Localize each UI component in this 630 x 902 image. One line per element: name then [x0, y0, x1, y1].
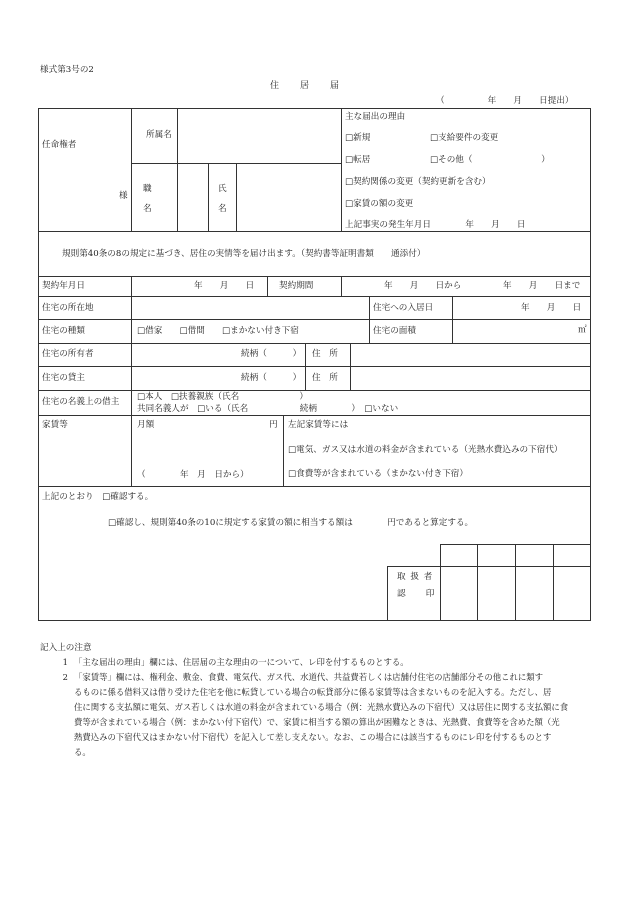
move-in-label: 住宅への入居日	[373, 303, 434, 313]
form-number: 様式第3号の2	[40, 65, 94, 75]
handler-label: 取 扱 者	[397, 572, 434, 582]
address-field[interactable]	[133, 298, 367, 314]
nominal-line-1[interactable]: □本人 □扶養親族（氏名 ）	[137, 392, 308, 402]
contract-date-label: 契約年月日	[42, 281, 85, 291]
reason-new-checkbox[interactable]: □新規	[345, 133, 371, 143]
rent-from[interactable]: （ 年 月 日から）	[137, 470, 249, 480]
name-label-2: 名	[218, 204, 227, 214]
includes-meals-checkbox[interactable]: □食費等が含まれている（まかない付き下宿）	[288, 469, 468, 479]
affiliation-field[interactable]	[181, 108, 339, 162]
honorific: 様	[119, 191, 128, 201]
contract-period-label: 契約期間	[279, 281, 314, 291]
note-2-line-4: 費等が含まれている場合（例：まかない付下宿代）で、家賃に相当する額の算出が困難なときは、光熱費、食費等を含めた額（光	[74, 717, 560, 727]
note-2-line-3: 住に関する支払額に電気、ガス若しくは水道の料金が含まれている場合（例：光熱水費込みの下宿代）又は居住に関する支払額に食	[74, 702, 569, 712]
submit-date: （ 年 月 日提出）	[436, 96, 574, 106]
seal-box-4[interactable]	[554, 567, 589, 620]
contract-date-value[interactable]: 年 月 日	[194, 281, 255, 291]
area-unit: ㎡	[578, 325, 587, 335]
notes-title: 記入上の注意	[40, 643, 92, 653]
reason-contract-change-checkbox[interactable]: □契約関係の変更（契約更新を含む）	[345, 177, 491, 187]
rent-label: 家賃等	[42, 420, 68, 430]
post-label-2: 名	[143, 204, 152, 214]
confirm-line-2[interactable]: □確認し、規則第40条の10に規定する家賃の額に相当する額は 円であると算定する。	[108, 518, 474, 528]
move-in-value[interactable]: 年 月 日	[521, 303, 582, 313]
monthly-yen: 円	[269, 420, 278, 430]
name-field[interactable]	[237, 164, 340, 230]
nominal-line-2[interactable]: 共同名義人が □いる（氏名 続柄 ） □いない	[137, 404, 399, 414]
notes-body	[40, 655, 588, 760]
statement: 規則第40条の8の規定に基づき、居住の実情等を届け出ます。（契約書等証明書類 通添付）	[62, 249, 426, 259]
reason-rent-change-checkbox[interactable]: □家賃の額の変更	[345, 199, 414, 209]
reason-other-checkbox[interactable]: □その他（ ）	[430, 155, 550, 165]
owner-label: 住宅の所有者	[42, 349, 94, 359]
note-2-line-6: る。	[74, 747, 91, 757]
monthly-amount-field[interactable]	[160, 419, 266, 433]
note-1: 1 「主な届出の理由」欄には、住居届の主な理由の一について、レ印を付するものとする。	[62, 657, 409, 667]
affiliation-label: 所属名	[146, 130, 172, 140]
post-label-1: 職	[143, 184, 152, 194]
post-field[interactable]	[178, 164, 207, 230]
reason-requirement-change-checkbox[interactable]: □支給要件の変更	[430, 133, 499, 143]
includes-title: 左記家賃等には	[288, 420, 349, 430]
includes-utilities-checkbox[interactable]: □電気、ガス又は水道の料金が含まれている（光熱水費込みの下宿代）	[288, 445, 563, 455]
contract-period-from[interactable]: 年 月 日から	[384, 281, 462, 291]
monthly-label: 月額	[137, 420, 155, 430]
page-title: 住 居 届	[270, 81, 341, 91]
lender-label: 住宅の貸主	[42, 373, 85, 383]
note-2: 2 「家賃等」欄には、権利金、敷金、食費、電気代、ガス代、水道代、共益費若しくは店舗付住宅の店舗部分その他これに類す	[62, 672, 543, 682]
type-label: 住宅の種類	[42, 326, 85, 336]
nominal-borrower-label: 住宅の名義上の借主	[42, 397, 120, 407]
seal-label: 認 印	[397, 589, 436, 599]
seal-box-3[interactable]	[516, 567, 552, 620]
reasons-title: 主な届出の理由	[345, 112, 406, 122]
type-options[interactable]: □借家 □借間 □まかない付き下宿	[137, 326, 299, 336]
note-2-line-2: るものに係る借料又は借り受けた住宅を他に転貸している場合の転貸部分に係る家賃等は含まないものを記入する。ただし、居	[74, 687, 552, 697]
area-label: 住宅の面積	[373, 326, 416, 336]
appointer-label: 任命権者	[42, 140, 77, 150]
owner-residence-label: 住 所	[312, 349, 338, 359]
seal-box-1[interactable]	[441, 567, 476, 620]
contract-period-to[interactable]: 年 月 日まで	[503, 281, 581, 291]
address-label: 住宅の所在地	[42, 303, 94, 313]
reason-moved-checkbox[interactable]: □転居	[345, 155, 371, 165]
lender-residence-label: 住 所	[312, 373, 338, 383]
seal-box-2[interactable]	[478, 567, 514, 620]
confirm-line-1[interactable]: 上記のとおり □確認する。	[42, 492, 154, 502]
name-label-1: 氏	[218, 184, 227, 194]
lender-relation[interactable]: 続柄（ ）	[241, 373, 302, 383]
note-2-line-5: 熱費込みの下宿代又はまかない付下宿代）を記入して差し支えない。なお、この場合には該当するものにレ印を付するものとす	[74, 732, 552, 742]
owner-relation[interactable]: 続柄（ ）	[241, 349, 302, 359]
occurrence-date: 上記事実の発生年月日 年 月 日	[345, 220, 526, 230]
